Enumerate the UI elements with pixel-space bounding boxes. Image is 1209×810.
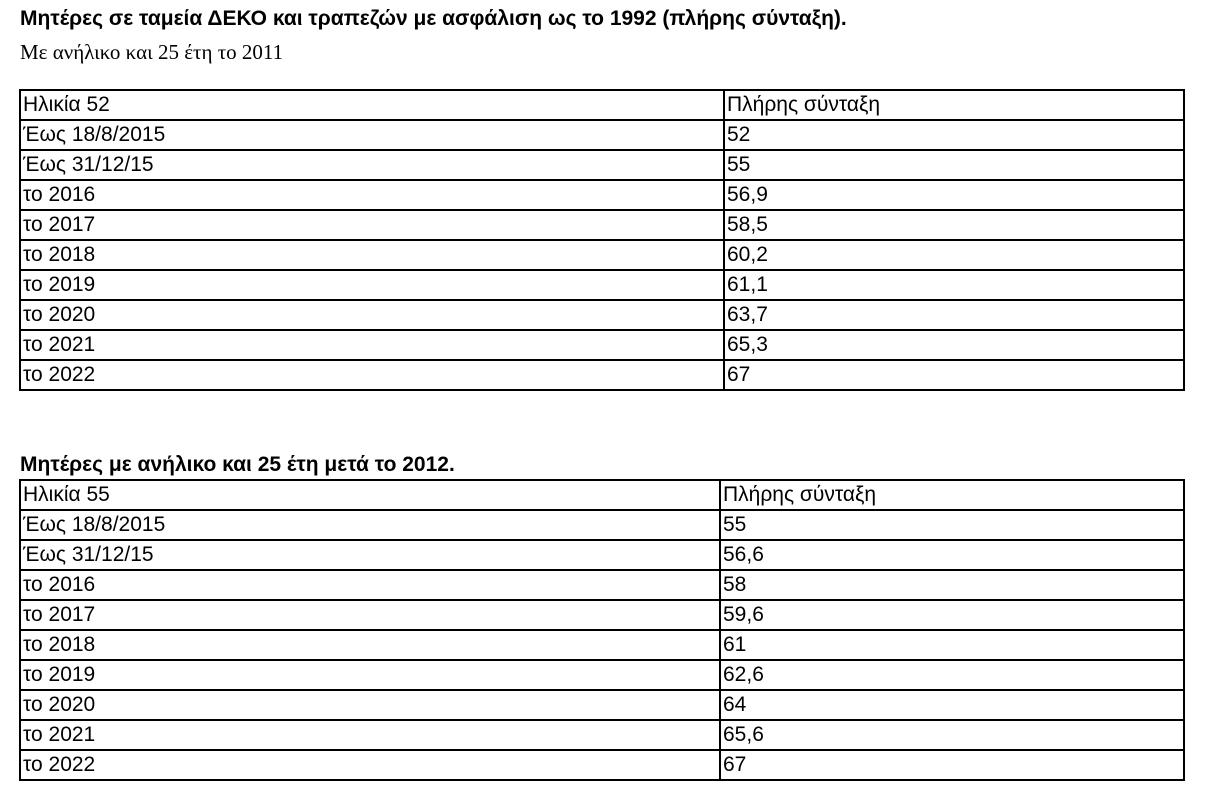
table-header-row bbox=[20, 90, 1184, 120]
table-row bbox=[20, 690, 1184, 720]
period-cell: το 2020 bbox=[20, 300, 724, 330]
period-cell: το 2016 bbox=[20, 180, 724, 210]
pension-age-cell: 65,6 bbox=[720, 720, 1184, 750]
table-row bbox=[20, 270, 1184, 300]
table-row bbox=[20, 360, 1184, 390]
column-header-age: Ηλικία 55 bbox=[20, 480, 720, 510]
table-row bbox=[20, 300, 1184, 330]
section-1-subtitle: Με ανήλικο και 25 έτη το 2011 bbox=[20, 40, 284, 64]
period-cell: το 2021 bbox=[20, 720, 720, 750]
cropped-next-heading bbox=[20, 803, 540, 810]
pension-age-cell: 58,5 bbox=[724, 210, 1184, 240]
pension-age-cell: 67 bbox=[724, 360, 1184, 390]
pension-age-cell: 61 bbox=[720, 630, 1184, 660]
section-2-title: Μητέρες με ανήλικο και 25 έτη μετά το 2012. bbox=[20, 453, 455, 476]
period-cell: το 2022 bbox=[20, 360, 724, 390]
period-cell: το 2016 bbox=[20, 570, 720, 600]
period-cell: το 2018 bbox=[20, 240, 724, 270]
column-header-age: Ηλικία 52 bbox=[20, 90, 724, 120]
pension-age-cell: 61,1 bbox=[724, 270, 1184, 300]
pension-age-cell: 58 bbox=[720, 570, 1184, 600]
table-row bbox=[20, 630, 1184, 660]
table-row bbox=[20, 750, 1184, 780]
period-cell: το 2022 bbox=[20, 750, 720, 780]
period-cell: το 2019 bbox=[20, 270, 724, 300]
pension-age-cell: 67 bbox=[720, 750, 1184, 780]
period-cell: το 2021 bbox=[20, 330, 724, 360]
pension-age-cell: 65,3 bbox=[724, 330, 1184, 360]
table-row bbox=[20, 210, 1184, 240]
table-row bbox=[20, 150, 1184, 180]
table-row bbox=[20, 180, 1184, 210]
table-row bbox=[20, 330, 1184, 360]
period-cell: Έως 18/8/2015 bbox=[20, 510, 720, 540]
table-row bbox=[20, 570, 1184, 600]
pension-age-cell: 52 bbox=[724, 120, 1184, 150]
pension-age-cell: 56,6 bbox=[720, 540, 1184, 570]
pension-age-cell: 55 bbox=[724, 150, 1184, 180]
table-row bbox=[20, 510, 1184, 540]
column-header-full-pension: Πλήρης σύνταξη bbox=[720, 480, 1184, 510]
table-row bbox=[20, 660, 1184, 690]
period-cell: το 2019 bbox=[20, 660, 720, 690]
table-row bbox=[20, 240, 1184, 270]
period-cell: το 2020 bbox=[20, 690, 720, 720]
pension-age-cell: 55 bbox=[720, 510, 1184, 540]
table-row bbox=[20, 120, 1184, 150]
pension-table-1 bbox=[19, 89, 1185, 391]
table-row bbox=[20, 540, 1184, 570]
period-cell: Έως 31/12/15 bbox=[20, 150, 724, 180]
pension-age-cell: 59,6 bbox=[720, 600, 1184, 630]
pension-age-cell: 63,7 bbox=[724, 300, 1184, 330]
period-cell: το 2017 bbox=[20, 210, 724, 240]
column-header-full-pension: Πλήρης σύνταξη bbox=[724, 90, 1184, 120]
table-row bbox=[20, 600, 1184, 630]
table-header-row bbox=[20, 480, 1184, 510]
period-cell: το 2018 bbox=[20, 630, 720, 660]
period-cell: Έως 18/8/2015 bbox=[20, 120, 724, 150]
section-1-title: Μητέρες σε ταμεία ΔΕΚΟ και τραπεζών με ασφάλιση ως το 1992 (πλήρης σύνταξη). bbox=[20, 7, 847, 30]
period-cell: Έως 31/12/15 bbox=[20, 540, 720, 570]
pension-table-2 bbox=[19, 479, 1185, 781]
table-row bbox=[20, 720, 1184, 750]
pension-age-cell: 64 bbox=[720, 690, 1184, 720]
pension-age-cell: 56,9 bbox=[724, 180, 1184, 210]
pension-age-cell: 60,2 bbox=[724, 240, 1184, 270]
pension-age-cell: 62,6 bbox=[720, 660, 1184, 690]
period-cell: το 2017 bbox=[20, 600, 720, 630]
